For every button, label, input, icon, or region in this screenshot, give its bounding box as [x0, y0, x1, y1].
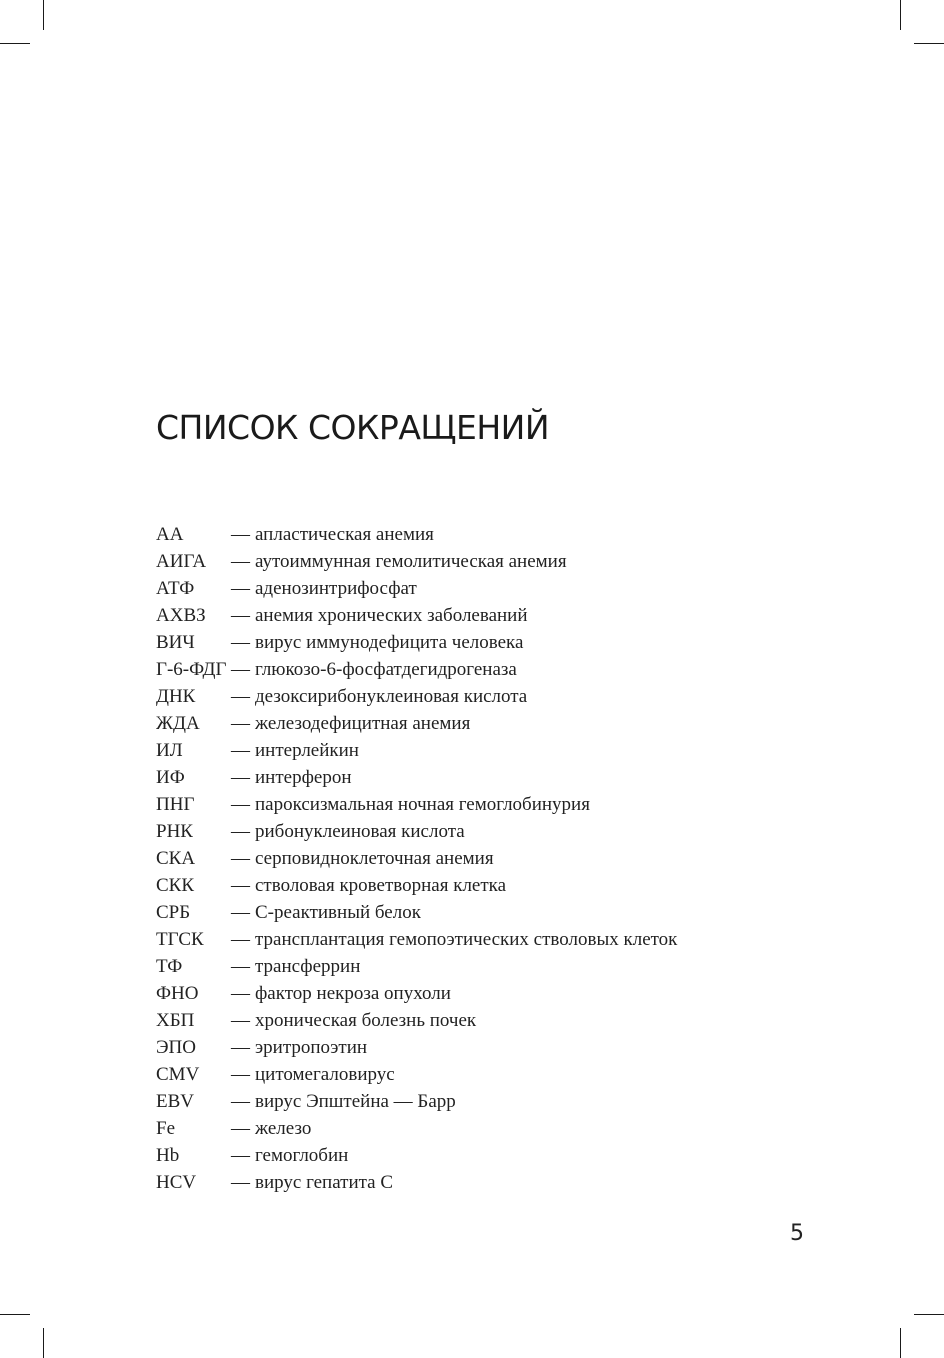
- abbreviation-term: СКК: [156, 875, 195, 896]
- crop-mark-bottom-left-vertical: [43, 1328, 44, 1358]
- abbreviation-meaning: трансплантация гемопоэтических стволовых клеток: [255, 929, 678, 950]
- abbreviation-meaning: аденозинтрифосфат: [255, 578, 417, 599]
- abbreviation-term: РНК: [156, 821, 193, 842]
- separator-dash: —: [231, 659, 250, 680]
- separator-dash: —: [231, 1145, 250, 1166]
- abbreviation-row: [156, 1169, 677, 1196]
- separator-dash: —: [231, 848, 250, 869]
- separator-dash: —: [231, 1118, 250, 1139]
- abbreviation-meaning: пароксизмальная ночная гемоглобинурия: [255, 794, 590, 815]
- abbreviation-meaning: гемоглобин: [255, 1145, 349, 1166]
- abbreviation-list: [156, 521, 677, 1196]
- separator-dash: —: [231, 956, 250, 977]
- abbreviation-term: ТГСК: [156, 929, 204, 950]
- abbreviation-meaning: цитомегаловирус: [255, 1064, 395, 1085]
- abbreviation-row: [156, 926, 677, 953]
- separator-dash: —: [231, 983, 250, 1004]
- crop-mark-top-left-horizontal: [0, 43, 30, 44]
- separator-dash: —: [231, 875, 250, 896]
- abbreviation-term: ДНК: [156, 686, 196, 707]
- separator-dash: —: [231, 551, 250, 572]
- abbreviation-row: [156, 1007, 677, 1034]
- abbreviation-term: HCV: [156, 1172, 197, 1193]
- crop-mark-top-left-vertical: [43, 0, 44, 30]
- abbreviation-row: [156, 1088, 677, 1115]
- separator-dash: —: [231, 1091, 250, 1112]
- abbreviation-meaning: хроническая болезнь почек: [255, 1010, 477, 1031]
- abbreviation-row: [156, 899, 677, 926]
- page-number: 5: [790, 1221, 804, 1246]
- abbreviation-term: АИГА: [156, 551, 207, 572]
- separator-dash: —: [231, 1064, 250, 1085]
- abbreviation-row: [156, 872, 677, 899]
- abbreviation-row: [156, 818, 677, 845]
- abbreviation-term: АХВЗ: [156, 605, 206, 626]
- abbreviation-row: [156, 710, 677, 737]
- abbreviation-term: ПНГ: [156, 794, 195, 815]
- abbreviation-meaning: фактор некроза опухоли: [255, 983, 451, 1004]
- crop-mark-bottom-right-horizontal: [914, 1314, 944, 1315]
- abbreviation-term: ИФ: [156, 767, 185, 788]
- separator-dash: —: [231, 1037, 250, 1058]
- abbreviation-row: [156, 1115, 677, 1142]
- abbreviation-meaning: железодефицитная анемия: [255, 713, 471, 734]
- abbreviation-row: [156, 1061, 677, 1088]
- abbreviation-row: [156, 656, 677, 683]
- separator-dash: —: [231, 902, 250, 923]
- crop-mark-top-right-vertical: [900, 0, 901, 30]
- abbreviation-row: [156, 980, 677, 1007]
- abbreviation-meaning: интерлейкин: [255, 740, 359, 761]
- abbreviation-meaning: серповидноклеточная анемия: [255, 848, 494, 869]
- abbreviation-term: ИЛ: [156, 740, 183, 761]
- abbreviation-meaning: вирус гепатита С: [255, 1172, 394, 1193]
- page-title: СПИСОК СОКРАЩЕНИЙ: [156, 408, 550, 447]
- separator-dash: —: [231, 821, 250, 842]
- separator-dash: —: [231, 713, 250, 734]
- abbreviation-row: [156, 737, 677, 764]
- abbreviation-term: EBV: [156, 1091, 194, 1112]
- separator-dash: —: [231, 929, 250, 950]
- separator-dash: —: [231, 767, 250, 788]
- abbreviation-meaning: вирус иммунодефицита человека: [255, 632, 524, 653]
- abbreviation-row: [156, 575, 677, 602]
- abbreviation-meaning: дезоксирибонуклеиновая кислота: [255, 686, 528, 707]
- separator-dash: —: [231, 740, 250, 761]
- abbreviation-row: [156, 548, 677, 575]
- abbreviation-term: АА: [156, 524, 184, 545]
- abbreviation-row: [156, 602, 677, 629]
- abbreviation-term: ХБП: [156, 1010, 195, 1031]
- abbreviation-row: [156, 683, 677, 710]
- abbreviation-meaning: стволовая кроветворная клетка: [255, 875, 507, 896]
- abbreviation-term: СКА: [156, 848, 196, 869]
- abbreviation-meaning: эритропоэтин: [255, 1037, 368, 1058]
- abbreviation-term: ЖДА: [156, 713, 200, 734]
- abbreviation-term: СРБ: [156, 902, 191, 923]
- abbreviation-meaning: анемия хронических заболеваний: [255, 605, 528, 626]
- abbreviation-meaning: трансферрин: [255, 956, 361, 977]
- abbreviation-row: [156, 1034, 677, 1061]
- abbreviation-meaning: глюкозо-6-фосфатдегидрогеназа: [255, 659, 517, 680]
- abbreviation-term: CMV: [156, 1064, 200, 1085]
- crop-mark-top-right-horizontal: [914, 43, 944, 44]
- abbreviation-term: ВИЧ: [156, 632, 195, 653]
- abbreviation-row: [156, 953, 677, 980]
- abbreviation-row: [156, 791, 677, 818]
- abbreviation-meaning: С-реактивный белок: [255, 902, 421, 923]
- separator-dash: —: [231, 524, 250, 545]
- abbreviation-term: ФНО: [156, 983, 199, 1004]
- abbreviation-term: ЭПО: [156, 1037, 196, 1058]
- abbreviation-term: Fe: [156, 1118, 175, 1139]
- abbreviation-meaning: интерферон: [255, 767, 352, 788]
- abbreviation-meaning: апластическая анемия: [255, 524, 434, 545]
- abbreviation-meaning: железо: [255, 1118, 312, 1139]
- crop-mark-bottom-left-horizontal: [0, 1314, 30, 1315]
- abbreviation-term: Г-6-ФДГ: [156, 659, 227, 680]
- abbreviation-meaning: вирус Эпштейна — Барр: [255, 1091, 456, 1112]
- separator-dash: —: [231, 686, 250, 707]
- abbreviation-meaning: аутоиммунная гемолитическая анемия: [255, 551, 567, 572]
- separator-dash: —: [231, 605, 250, 626]
- abbreviation-row: [156, 1142, 677, 1169]
- separator-dash: —: [231, 1010, 250, 1031]
- abbreviation-term: ТФ: [156, 956, 183, 977]
- abbreviation-term: АТФ: [156, 578, 195, 599]
- abbreviation-row: [156, 845, 677, 872]
- separator-dash: —: [231, 794, 250, 815]
- crop-mark-bottom-right-vertical: [900, 1328, 901, 1358]
- separator-dash: —: [231, 632, 250, 653]
- abbreviation-meaning: рибонуклеиновая кислота: [255, 821, 465, 842]
- abbreviation-row: [156, 764, 677, 791]
- abbreviation-row: [156, 521, 677, 548]
- abbreviation-term: Hb: [156, 1145, 180, 1166]
- separator-dash: —: [231, 578, 250, 599]
- abbreviation-row: [156, 629, 677, 656]
- separator-dash: —: [231, 1172, 250, 1193]
